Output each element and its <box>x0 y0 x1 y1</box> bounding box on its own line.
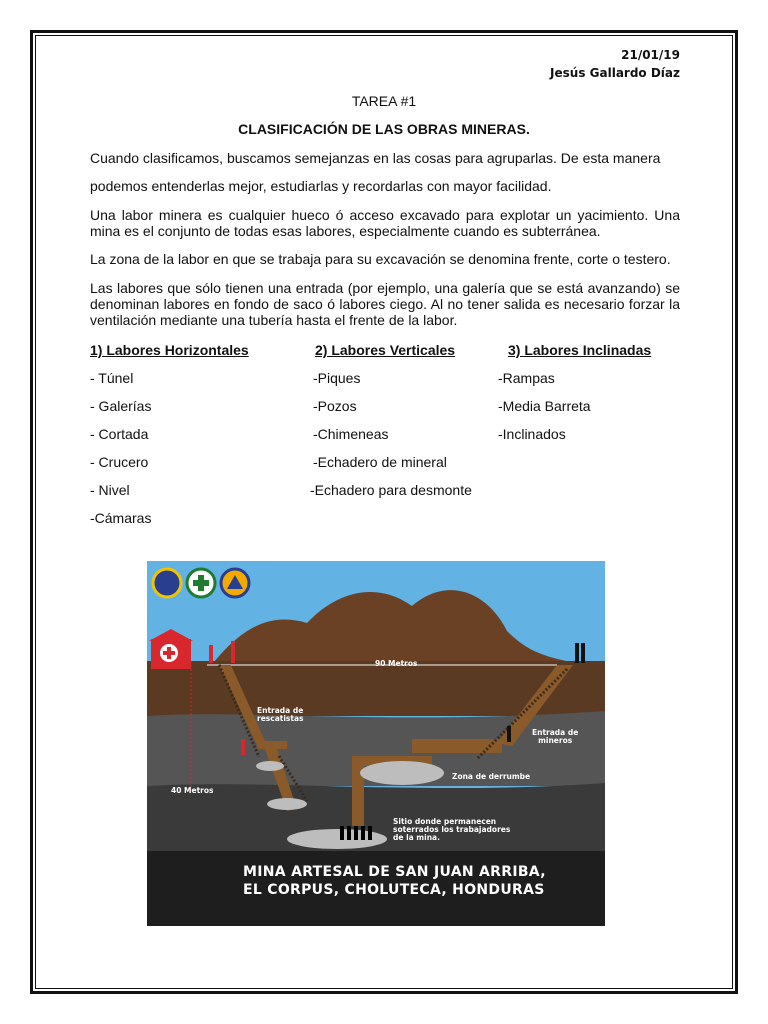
list-item: -Cámaras <box>90 510 152 526</box>
paragraph-4: La zona de la labor en que se trabaja para su excavación se denomina frente, corte o testero. <box>90 251 671 267</box>
author: Jesús Gallardo Díaz <box>550 66 680 80</box>
label-sitio-trabajadores: Sitio donde permanecen soterrados los trabajadores de la mina. <box>393 817 511 842</box>
label-entrada-mineros: Entrada de mineros <box>532 728 579 745</box>
column-heading-horizontales: 1) Labores Horizontales <box>90 342 249 358</box>
list-item: -Piques <box>313 370 361 386</box>
mine-diagram <box>147 561 605 926</box>
document-title: TAREA #1 <box>351 93 417 109</box>
paragraph-3: Una labor minera es cualquier hueco ó acceso excavado para explotar un yacimiento. Una mina es el conjunto de todas esas labores, especialmente cuando es subterránea. <box>90 207 680 239</box>
list-item: -Chimeneas <box>313 426 389 442</box>
list-item: - Nivel <box>90 482 130 498</box>
list-item: - Crucero <box>90 454 149 470</box>
logo-copeco-icon <box>153 569 181 597</box>
date: 21/01/19 <box>621 48 680 62</box>
label-90-metros: 90 Metros <box>375 659 418 668</box>
figure-caption: MINA ARTESAL DE SAN JUAN ARRIBA, EL CORPUS, CHOLUTECA, HONDURAS <box>243 864 546 898</box>
list-item: - Galerías <box>90 398 152 414</box>
list-item: -Echadero de mineral <box>313 454 447 470</box>
list-item: -Media Barreta <box>498 398 591 414</box>
rubble <box>360 761 444 785</box>
paragraph-5: Las labores que sólo tienen una entrada (por ejemplo, una galería que se está avanzando) se denominan labores en fondo de saco ó labores ciego. Al no tener salida es necesario forzar la ventilación mediante una tubería hasta el frente de la labor. <box>90 280 680 328</box>
list-item: -Rampas <box>498 370 555 386</box>
label-entrada-rescatistas: Entrada de rescatistas <box>257 706 304 723</box>
label-zona-derrumbe: Zona de derrumbe <box>452 772 531 781</box>
list-item: -Inclinados <box>498 426 566 442</box>
list-item: - Cortada <box>90 426 149 442</box>
paragraph-1: Cuando clasificamos, buscamos semejanzas en las cosas para agruparlas. De esta manera <box>90 150 661 166</box>
paragraph-2: podemos entenderlas mejor, estudiarlas y recordarlas con mayor facilidad. <box>90 178 552 194</box>
list-item: - Túnel <box>90 370 134 386</box>
list-item: -Pozos <box>313 398 357 414</box>
column-heading-verticales: 2) Labores Verticales <box>315 342 456 358</box>
list-item: -Echadero para desmonte <box>310 482 472 498</box>
header-block <box>550 46 680 82</box>
column-heading-inclinadas: 3) Labores Inclinadas <box>508 342 652 358</box>
label-40-metros: 40 Metros <box>171 786 214 795</box>
document-subtitle: CLASIFICACIÓN DE LAS OBRAS MINERAS. <box>238 121 530 137</box>
